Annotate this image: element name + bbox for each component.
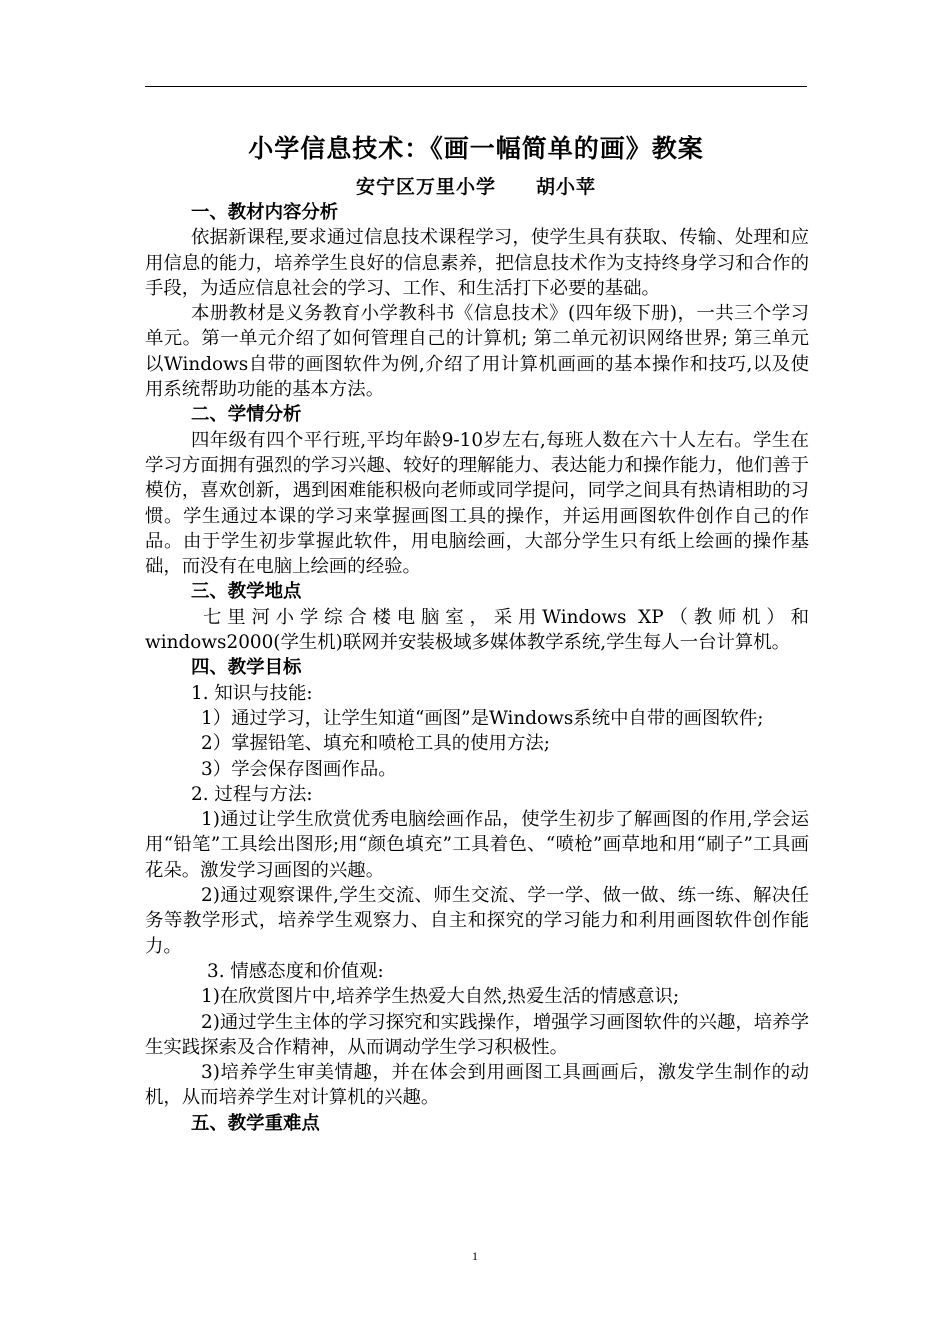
subheading-knowledge: 1. 知识与技能: [191, 682, 313, 704]
section-heading-3: 三、教学地点 [191, 581, 302, 603]
section-heading-4: 四、教学目标 [191, 657, 302, 679]
document-title: 小学信息技术：《画一幅简单的画》教案 [248, 134, 704, 163]
byline-author: 胡小苹 [536, 176, 597, 198]
list-item: 1）通过学习，让学生知道“画图”是Windows系统中自带的画图软件; [201, 707, 764, 729]
paragraph: 七里河小学综合楼电脑室，采用Windows XP（教师机）和windows2000(学生机)联网并安装极域多媒体教学系统,学生每人一台计算机。 [145, 606, 809, 654]
paragraph: 四年级有四个平行班,平均年龄9-10岁左右,每班人数在六十人左右。学生在学习方面拥有强烈的学习兴趣、较好的理解能力、表达能力和操作能力，他们善于模仿，喜欢创新，遇到困难能积极向老师或同学提问，同学之间具有热请相助的习惯。学生通过本课的学习来掌握画图工具的操作，并运用画图软件创作自己的作品。由于学生初步掌握此软件，用电脑绘画，大部分学生只有纸上绘画的操作基础，而没有在电脑上绘画的经验。 [145, 429, 809, 578]
section-heading-1: 一、教材内容分析 [191, 202, 339, 223]
section-heading-5: 五、教学重难点 [191, 1112, 320, 1134]
byline-school: 安宁区万里小学 [355, 176, 496, 198]
list-item: 1)在欣赏图片中,培养学生热爱大自然,热爱生活的情感意识; [201, 986, 680, 1008]
page-number: 1 [472, 1249, 478, 1263]
subheading-process: 2. 过程与方法: [191, 783, 313, 805]
section-heading-2: 二、学情分析 [191, 404, 302, 426]
document-body [145, 200, 809, 1136]
byline [145, 174, 807, 200]
list-item: 3)培养学生审美情趣，并在体会到用画图工具画画后，激发学生制作的动机，从而培养学生对计算机的兴趣。 [145, 1062, 809, 1109]
paragraph: 本册教材是义务教育小学教科书《信息技术》(四年级下册)，一共三个学习单元。第一单元介绍了如何管理自己的计算机; 第二单元初识网络世界; 第三单元以Windows自带的画图软件为例,介绍了用计算机画画的基本操作和技巧,以及使用系统帮助功能的基本方法。 [145, 303, 809, 401]
list-item: 2）掌握铅笔、填充和喷枪工具的使用方法; [201, 733, 550, 755]
list-item: 3）学会保存图画作品。 [201, 758, 397, 780]
header-rule [145, 86, 807, 87]
list-item: 1)通过让学生欣赏优秀电脑绘画作品，使学生初步了解画图的作用,学会运用“铅笔”工具绘出图形;用“颜色填充”工具着色、“喷枪”画草地和用“刷子”工具画花朵。激发学习画图的兴趣。 [145, 809, 809, 881]
list-item: 2)通过学生主体的学习探究和实践操作，增强学习画图软件的兴趣，培养学生实践探索及合作精神，从而调动学生学习积极性。 [145, 1011, 809, 1058]
list-item: 2)通过观察课件,学生交流、师生交流、学一学、做一做、练一练、解决任务等教学形式，培养学生观察力、自主和探究的学习能力和利用画图软件创作能力。 [145, 885, 809, 957]
paragraph: 依据新课程,要求通过信息技术课程学习，使学生具有获取、传输、处理和应用信息的能力，培养学生良好的信息素养，把信息技术作为支持终身学习和合作的手段，为适应信息社会的学习、工作、和生活打下必要的基础。 [145, 227, 809, 299]
subheading-attitude: 3. 情感态度和价值观: [207, 960, 384, 982]
